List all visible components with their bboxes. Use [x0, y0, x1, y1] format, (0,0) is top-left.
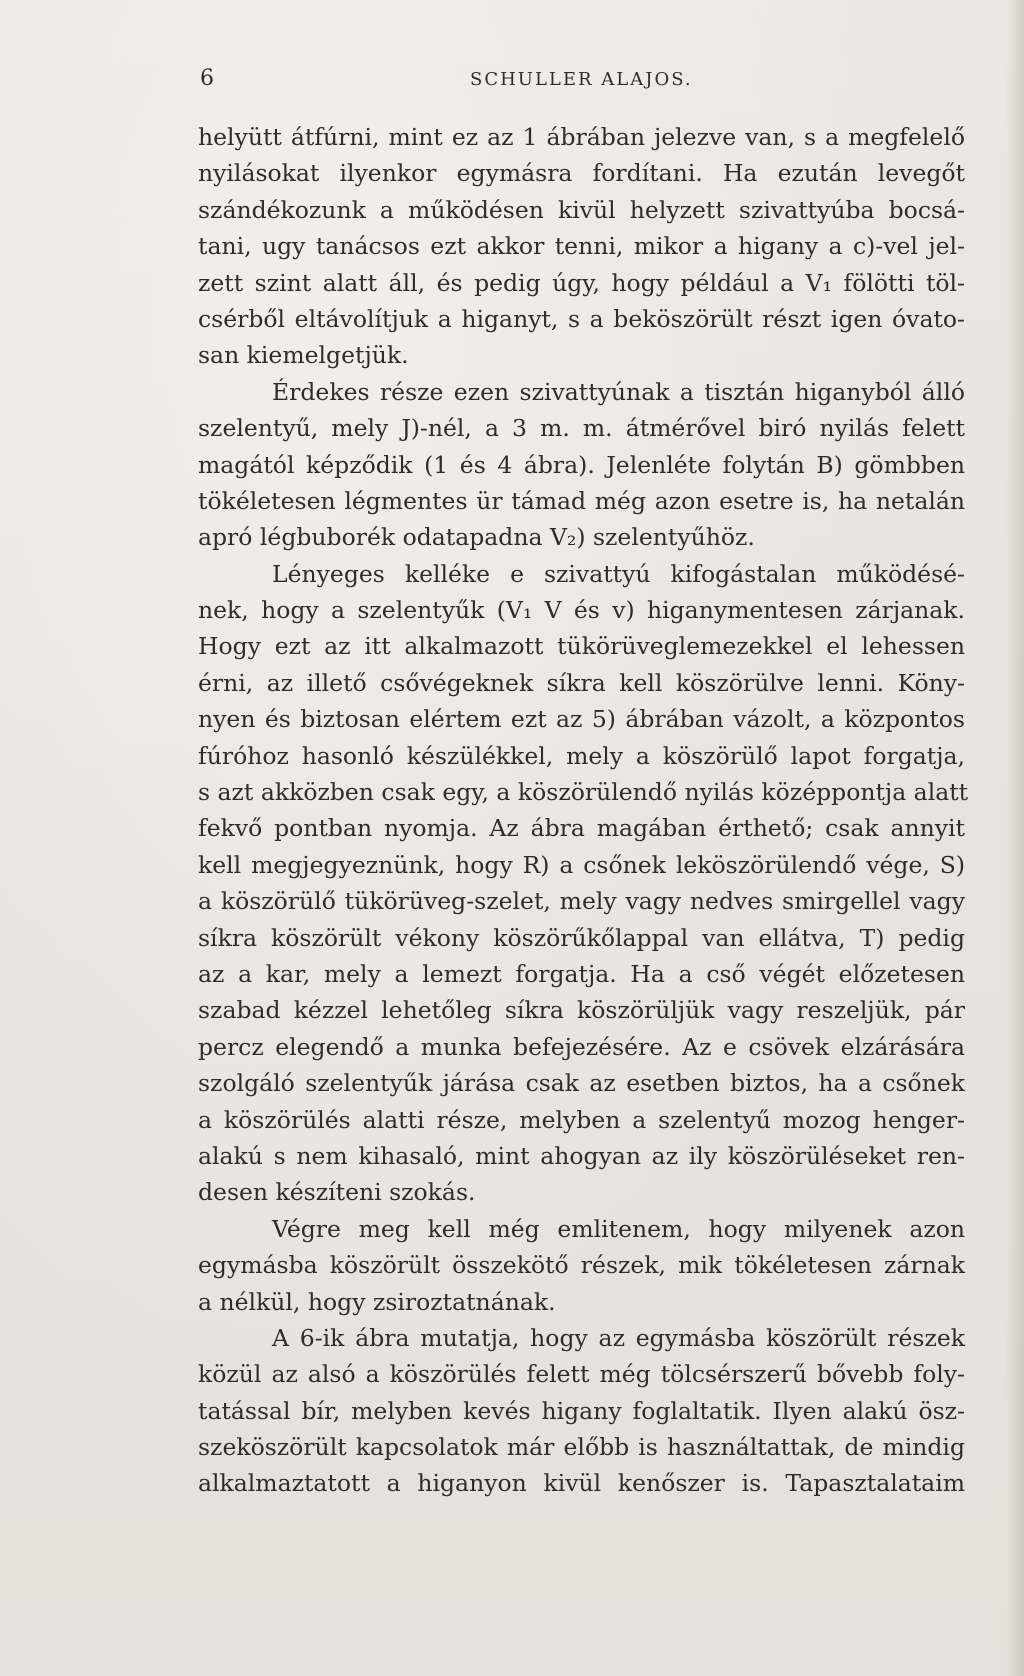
text-line: magától képződik (1 és 4 ábra). Jelenléte folytán B) gömbben	[198, 450, 965, 479]
page-number: 6	[200, 66, 215, 91]
text-line: percz elegendő a munka befejezésére. Az e csövek elzárására	[198, 1032, 965, 1061]
text-line: a nélkül, hogy zsiroztatnának.	[198, 1287, 556, 1316]
text-line: nyilásokat ilyenkor egymásra fordítani. Ha ezután levegőt	[198, 159, 965, 188]
text-line: fúróhoz hasonló készülékkel, mely a köszörülő lapot forgatja,	[198, 741, 965, 770]
text-line: egymásba köszörült összekötő részek, mik tökéletesen zárnak	[198, 1251, 965, 1280]
text-line: tatással bír, melyben kevés higany foglaltatik. Ilyen alakú ösz-	[198, 1396, 965, 1425]
text-line: a köszörülő tükörüveg-szelet, mely vagy nedves smirgellel vagy	[198, 887, 965, 916]
text-line: s azt akközben csak egy, a köszörülendő nyilás középpontja alatt	[198, 778, 969, 807]
text-line: alakú s nem kihasaló, mint ahogyan az ily köszörüléseket ren-	[198, 1141, 965, 1170]
page-edge-shadow	[1006, 0, 1024, 1676]
paragraph-start: Érdekes része ezen szivattyúnak a tisztán higanyból álló	[272, 377, 965, 406]
paragraph-start: A 6-ik ábra mutatja, hogy az egymásba köszörült részek	[272, 1323, 965, 1352]
text-line: zett szint alatt áll, és pedig úgy, hogy például a V₁ fölötti töl-	[198, 268, 965, 297]
paragraph-start: Lényeges kelléke e szivattyú kifogástalan működésé-	[272, 559, 965, 588]
text-line: desen készíteni szokás.	[198, 1178, 476, 1207]
text-line: szolgáló szelentyűk járása csak az esetben biztos, ha a csőnek	[198, 1069, 965, 1098]
running-head: SCHULLER ALAJOS.	[470, 69, 693, 90]
body-text	[198, 119, 969, 1502]
text-line: szeköszörült kapcsolatok már előbb is használtattak, de mindig	[198, 1433, 965, 1462]
paragraph-start: Végre meg kell még emlitenem, hogy milyenek azon	[272, 1214, 965, 1243]
text-line: san kiemelgetjük.	[198, 341, 409, 370]
text-line: tani, ugy tanácsos ezt akkor tenni, mikor a higany a c)-vel jel-	[198, 232, 965, 261]
text-line: nyen és biztosan elértem ezt az 5) ábrában vázolt, a központos	[198, 705, 965, 734]
text-line: szabad kézzel lehetőleg síkra köszörüljük vagy reszeljük, pár	[198, 996, 965, 1025]
text-line: a köszörülés alatti része, melyben a szelentyű mozog henger-	[198, 1105, 965, 1134]
text-line: fekvő pontban nyomja. Az ábra magában érthető; csak annyit	[198, 814, 965, 843]
text-line: apró légbuborék odatapadna V₂) szelentyűhöz.	[198, 523, 755, 552]
text-line: tökéletesen légmentes ür támad még azon esetre is, ha netalán	[198, 486, 965, 515]
text-line: érni, az illető csővégeknek síkra kell köszörülve lenni. Köny-	[198, 668, 965, 697]
text-line: szándékozunk a működésen kivül helyzett szivattyúba bocsá-	[198, 195, 965, 224]
text-line: alkalmaztatott a higanyon kivül kenőszer is. Tapasztalataim	[198, 1469, 965, 1498]
text-line: Hogy ezt az itt alkalmazott tükörüveglemezekkel el lehessen	[198, 632, 965, 661]
text-line: csérből eltávolítjuk a higanyt, s a beköszörült részt igen óvato-	[198, 304, 965, 333]
text-line: szelentyű, mely J)-nél, a 3 m. m. átmérővel biró nyilás felett	[198, 414, 965, 443]
text-line: kell megjegyeznünk, hogy R) a csőnek leköszörülendő vége, S)	[198, 850, 965, 879]
page-header	[200, 66, 960, 96]
text-line: síkra köszörült vékony köszörűkőlappal van ellátva, T) pedig	[198, 923, 965, 952]
text-line: közül az alsó a köszörülés felett még tölcsérszerű bővebb foly-	[198, 1360, 965, 1389]
text-line: helyütt átfúrni, mint ez az 1 ábrában jelezve van, s a megfelelő	[198, 123, 965, 151]
text-line: az a kar, mely a lemezt forgatja. Ha a cső végét előzetesen	[198, 959, 965, 988]
text-line: nek, hogy a szelentyűk (V₁ V és v) higanymentesen zárjanak.	[198, 596, 965, 625]
